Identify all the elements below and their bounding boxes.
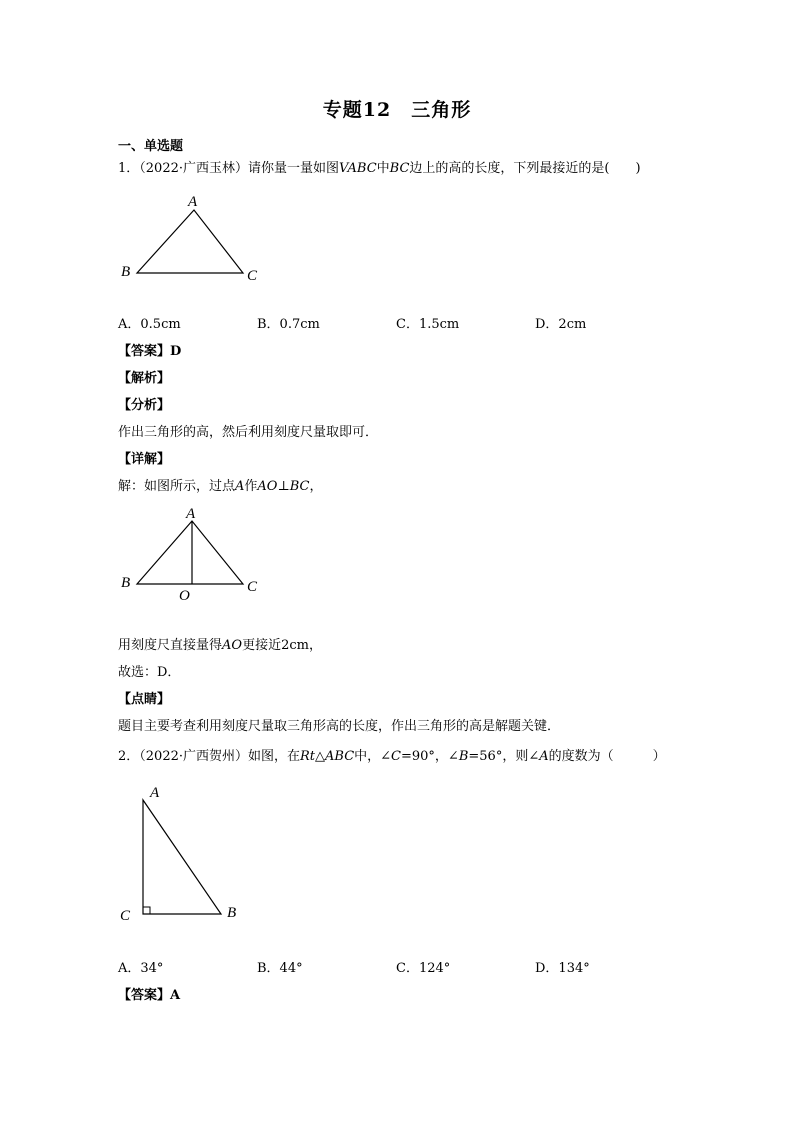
q1-stem-triangle: VABC (339, 161, 377, 176)
q1-option-c[interactable]: C．1.5cm (396, 317, 460, 332)
q1-figure-altitude (121, 506, 258, 604)
q1-choose-text: 故选：D． (118, 665, 181, 680)
q2-stem-b: B (458, 749, 469, 764)
q1-detail-text (118, 480, 322, 493)
q1-label-a: A (188, 194, 198, 210)
q2-triangle-shape (143, 800, 221, 914)
q2-stem-part-4: =56°，则∠ (468, 749, 540, 764)
q1-figure-triangle (121, 194, 258, 284)
q1-detail-part-3: ， (309, 479, 323, 494)
q1-option-b[interactable]: B．0.7cm (257, 317, 320, 332)
q2-figure-right-triangle (120, 785, 236, 924)
q2-option-c[interactable]: C．124° (396, 961, 451, 976)
q1-detail-label-o: O (179, 588, 190, 604)
q1-dianjing-tag: 【点睛】 (118, 692, 171, 707)
q1-detail-ao-perp-bc: AO⊥BC (257, 479, 310, 494)
q1-detail-triangle-shape (137, 521, 243, 584)
q1-detail-label-a: A (186, 506, 196, 522)
q1-detail-part-2: 作 (244, 479, 258, 494)
q1-fenxi-tag: 【分析】 (118, 398, 171, 413)
q2-option-b[interactable]: B．44° (257, 961, 303, 976)
q1-jiexi-tag: 【解析】 (118, 371, 171, 386)
q1-option-d[interactable]: D．2cm (535, 317, 587, 332)
q2-option-a[interactable]: A．34° (118, 961, 164, 976)
q1-answer: 【答案】D (118, 344, 182, 359)
q2-stem-part-1: 2．（2022·广西贺州）如图，在 (118, 749, 300, 764)
q1-detail-part-1: 解：如图所示，过点 (118, 479, 236, 494)
q1-label-b: B (121, 264, 131, 280)
q1-detail-label-b: B (121, 575, 131, 591)
q1-measure-text (118, 639, 322, 652)
q1-dianjing-text: 题目主要考查利用刻度尺量取三角形高的长度，作出三角形的高是解题关键． (118, 719, 561, 734)
q1-detail-label-c: C (247, 579, 258, 595)
q2-stem-a: A (539, 749, 549, 764)
q1-stem-after: 边上的高的长度，下列最接近的是( ) (409, 161, 641, 176)
q1-fenxi-text: 作出三角形的高，然后利用刻度尺量取即可． (118, 425, 379, 440)
section-heading: 一、单选题 (118, 139, 184, 154)
q1-xiangjie-tag: 【详解】 (118, 452, 171, 467)
q2-label-b: B (227, 905, 237, 921)
q2-stem-part-3: =90°，∠ (401, 749, 459, 764)
q2-stem-part-2: 中，∠ (354, 749, 392, 764)
q1-stem-before: 1．（2022·广西玉林）请你量一量如图 (118, 161, 339, 176)
q2-stem-c: C (391, 749, 401, 764)
q2-option-d[interactable]: D．134° (535, 961, 590, 976)
q2-label-a: A (150, 785, 160, 801)
q1-option-a[interactable]: A．0.5cm (118, 317, 181, 332)
q1-triangle-shape (137, 210, 243, 273)
q1-label-c: C (247, 268, 258, 284)
q1-stem-mid: 中 (376, 161, 390, 176)
question-2-stem (118, 750, 666, 763)
q2-answer: 【答案】A (118, 988, 181, 1003)
q1-measure-part-2: 更接近2cm， (242, 638, 322, 653)
q2-right-angle-mark (143, 907, 150, 914)
page-title: 专题12 三角形 (322, 99, 472, 121)
q2-stem-rt-abc: Rt△ABC (300, 749, 355, 764)
q1-detail-point-a: A (235, 479, 245, 494)
q1-stem-bc: BC (389, 161, 410, 176)
q2-stem-part-5: 的度数为（ ） (548, 749, 666, 764)
q1-measure-ao: AO (222, 638, 243, 653)
q1-measure-part-1: 用刻度尺直接量得 (118, 638, 223, 653)
q2-label-c: C (120, 908, 131, 924)
